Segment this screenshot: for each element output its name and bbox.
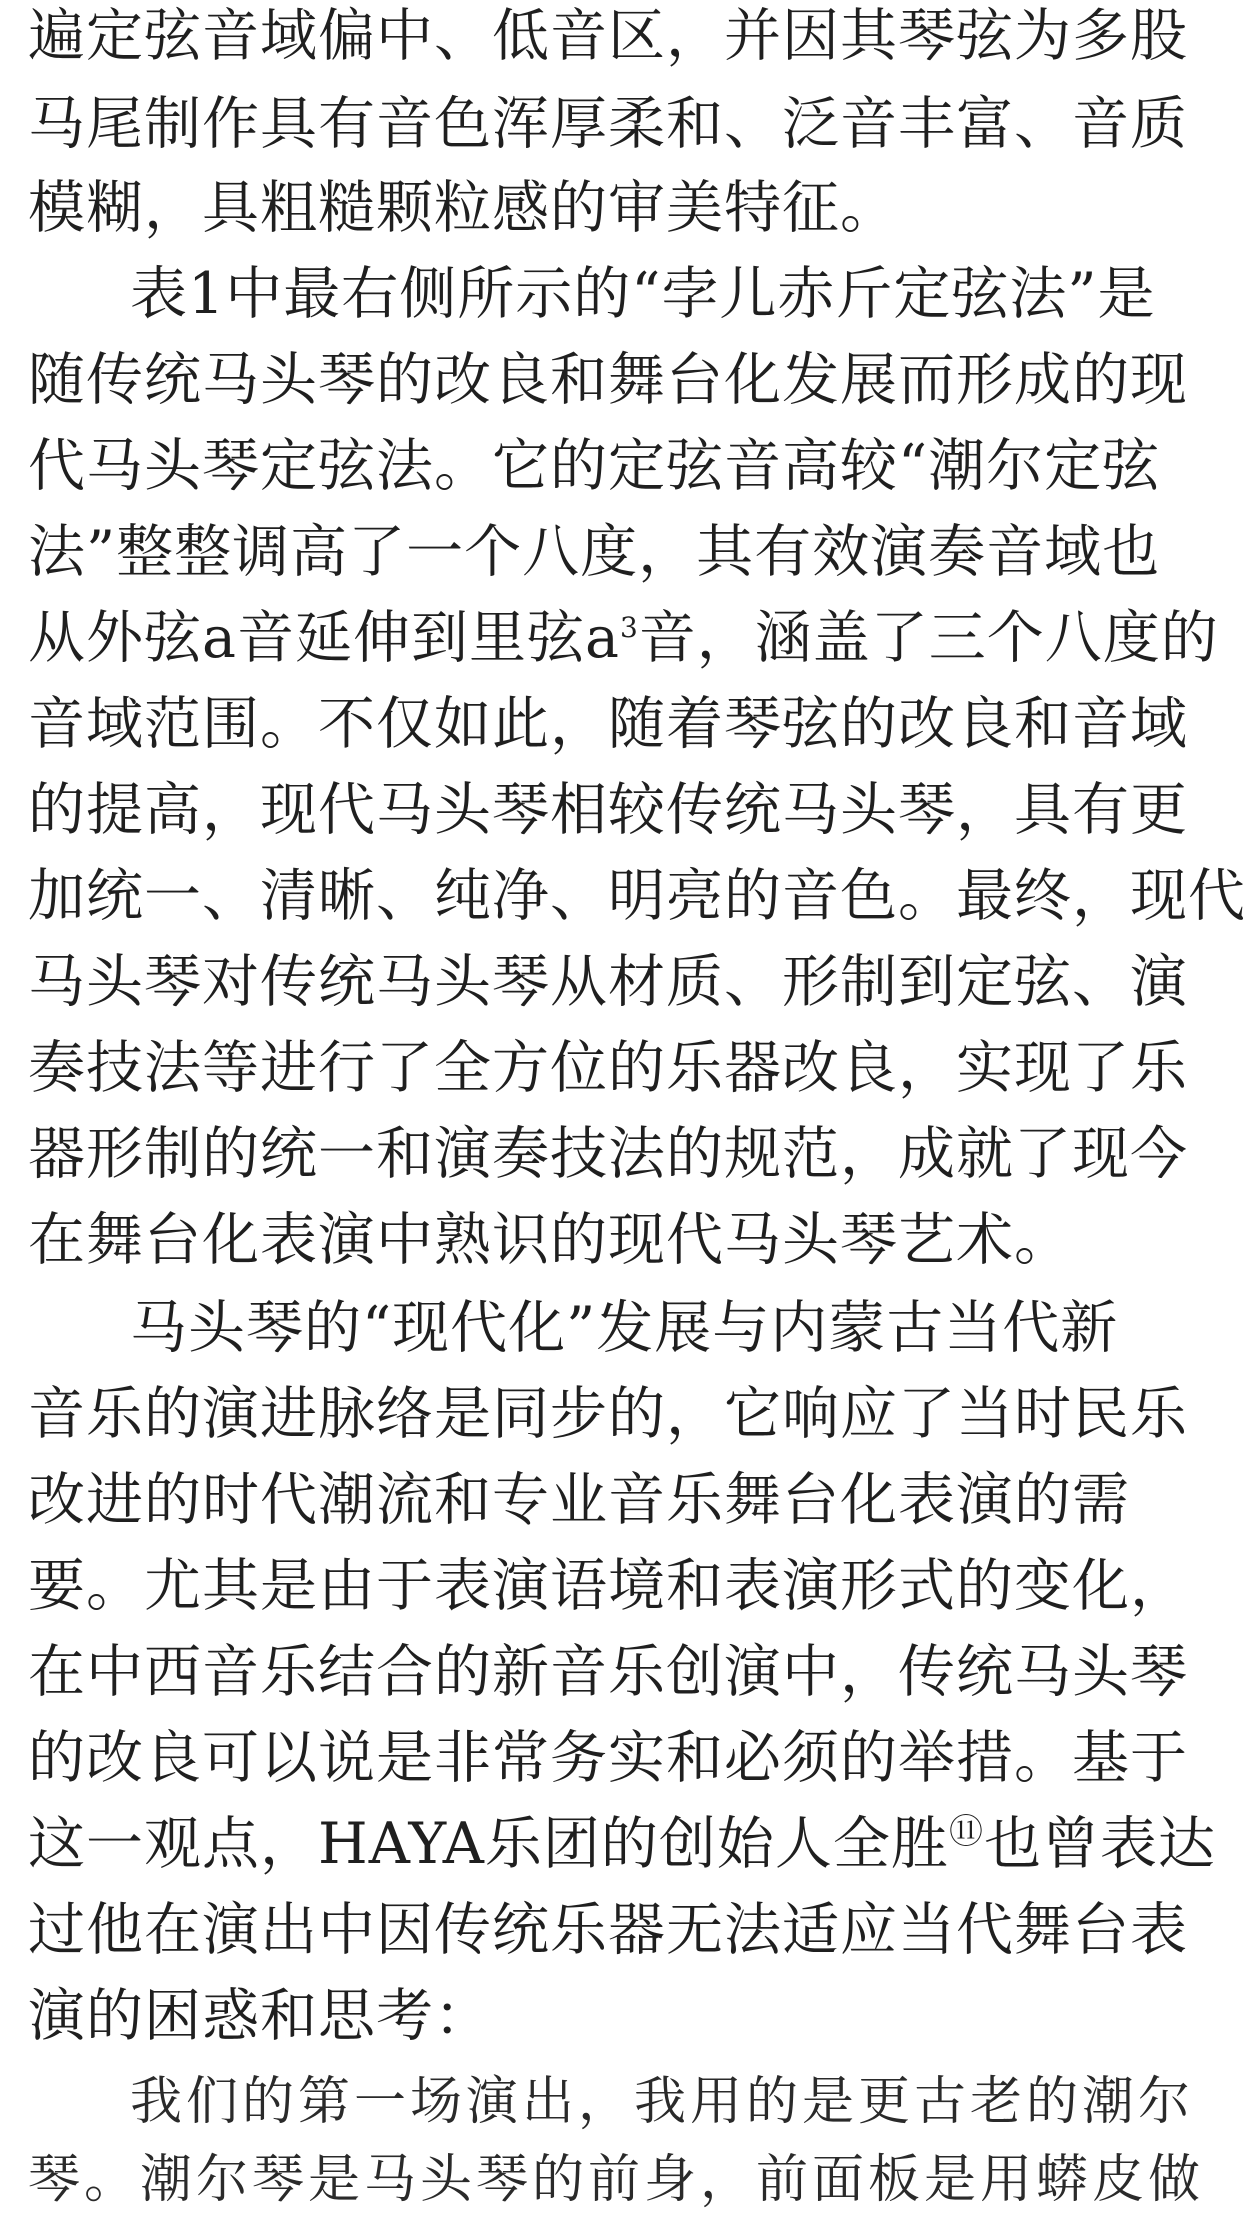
text-line: 马尾制作具有音色浑厚柔和、泛音丰富、音质	[28, 91, 1188, 157]
quote-line: 琴。潮尔琴是马头琴的前身，前面板是用蟒皮做	[28, 2150, 1205, 2210]
text-line: 要。尤其是由于表演语境和表演形式的变化，	[28, 1553, 1188, 1619]
text-line: 模糊，具粗糙颗粒感的审美特征。	[28, 175, 898, 241]
text-line: 器形制的统一和演奏技法的规范，成就了现今	[28, 1121, 1188, 1187]
superscript: 3	[619, 611, 639, 644]
text-line: 音域范围。不仅如此，随着琴弦的改良和音域	[28, 691, 1188, 757]
text-line: 演的困惑和思考：	[28, 1983, 492, 2049]
text-line: 马头琴对传统马头琴从材质、形制到定弦、演	[28, 949, 1188, 1015]
text-line: 遍定弦音域偏中、低音区，并因其琴弦为多股	[28, 3, 1188, 69]
footnote-mark: ⑪	[948, 1812, 984, 1852]
quote-start-line: 我们的第一场演出，我用的是更古老的潮尔	[130, 2072, 1195, 2132]
text-segment: 也曾表达	[983, 1811, 1216, 1877]
text-line-with-footnote-mark	[28, 1800, 1216, 1888]
text-line: 的改良可以说是非常务实和必须的举措。基于	[28, 1725, 1188, 1791]
paragraph-start-line: 马头琴的“现代化”发展与内蒙古当代新	[130, 1295, 1119, 1361]
text-line: 加统一、清晰、纯净、明亮的音色。最终，现代	[28, 863, 1246, 929]
paragraph-start-line: 表1中最右侧所示的“孛儿赤斤定弦法”是	[130, 261, 1156, 327]
text-line: 代马头琴定弦法。它的定弦音高较“潮尔定弦	[28, 433, 1161, 499]
text-line-with-superscript	[28, 594, 1219, 682]
text-line: 在中西音乐结合的新音乐创演中，传统马头琴	[28, 1639, 1188, 1705]
text-line: 改进的时代潮流和专业音乐舞台化表演的需	[28, 1467, 1130, 1533]
text-line: 在舞台化表演中熟识的现代马头琴艺术。	[28, 1207, 1072, 1273]
text-line: 的提高，现代马头琴相较传统马头琴，具有更	[28, 777, 1188, 843]
text-line: 随传统马头琴的改良和舞台化发展而形成的现	[28, 347, 1188, 413]
text-line: 奏技法等进行了全方位的乐器改良，实现了乐	[28, 1035, 1188, 1101]
text-line: 音乐的演进脉络是同步的，它响应了当时民乐	[28, 1381, 1188, 1447]
text-segment: 这一观点，HAYA乐团的创始人全胜	[28, 1811, 949, 1877]
text-segment: 从外弦a音延伸到里弦a	[28, 605, 620, 671]
text-line: 过他在演出中因传统乐器无法适应当代舞台表	[28, 1897, 1188, 1963]
text-segment: 音，涵盖了三个八度的	[638, 605, 1219, 671]
text-line: 法”整整调高了一个八度，其有效演奏音域也	[28, 519, 1161, 585]
